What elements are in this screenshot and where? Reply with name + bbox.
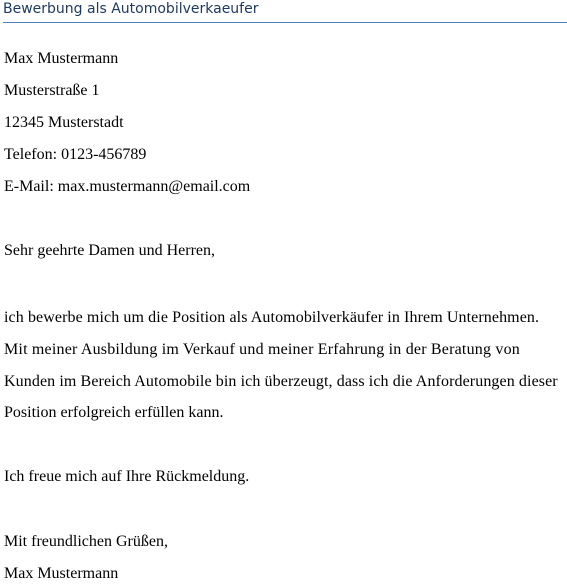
signature-name: Max Mustermann	[4, 565, 119, 582]
sender-street: Musterstraße 1	[4, 82, 100, 99]
sender-phone: Telefon: 0123-456789	[4, 146, 147, 163]
body-line: Position erfolgreich erfüllen kann.	[4, 404, 224, 421]
body-line: ich bewerbe mich um die Position als Automobilverkäufer in Ihrem Unternehmen.	[4, 309, 540, 326]
header-title: Bewerbung als Automobilverkaeufer	[3, 1, 259, 17]
body-line: Mit meiner Ausbildung im Verkauf und meiner Erfahrung in der Beratung von	[4, 341, 520, 358]
closing-statement: Ich freue mich auf Ihre Rückmeldung.	[4, 468, 250, 485]
sign-off: Mit freundlichen Grüßen,	[4, 533, 168, 550]
document-header	[3, 0, 567, 23]
sender-email: E-Mail: max.mustermann@email.com	[4, 178, 251, 195]
salutation: Sehr geehrte Damen und Herren,	[4, 242, 216, 259]
body-line: Kunden im Bereich Automobile bin ich überzeugt, dass ich die Anforderungen dieser	[4, 373, 558, 390]
sender-city: 12345 Musterstadt	[4, 114, 124, 131]
sender-name: Max Mustermann	[4, 50, 119, 67]
